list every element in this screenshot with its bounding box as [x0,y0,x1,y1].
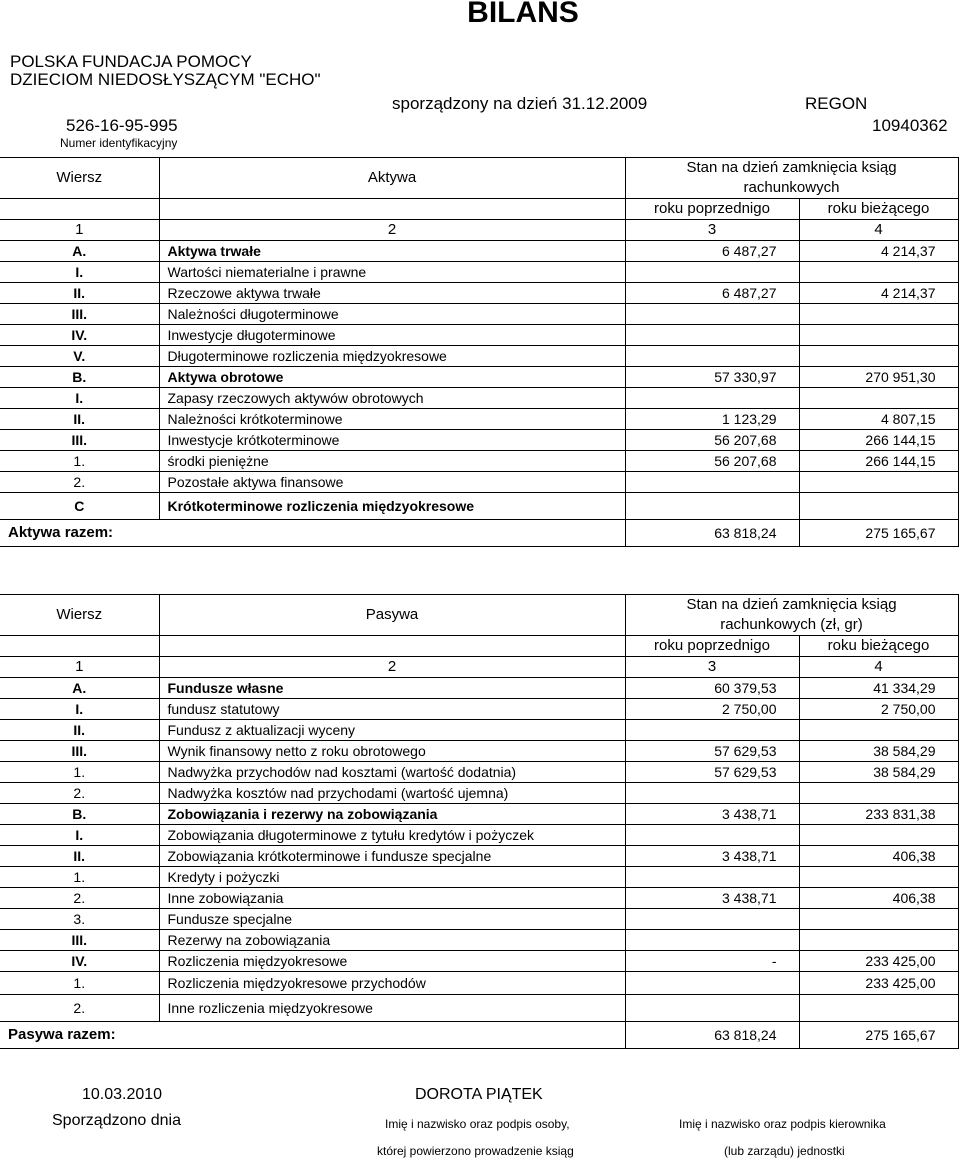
row-code: 2. [0,783,159,804]
row-curr-value [799,909,958,930]
table-row [0,430,958,451]
row-code: III. [0,741,159,762]
row-code: 1. [0,867,159,888]
table-row [0,409,958,430]
assets-total-prev: 63 818,24 [625,520,799,547]
row-name: Rozliczenia międzyokresowe przychodów [159,972,625,995]
assets-header-name: Aktywa [159,158,625,199]
row-name: Kredyty i pożyczki [159,867,625,888]
row-name: Inne rozliczenia międzyokresowe [159,995,625,1022]
row-code: 2. [0,995,159,1022]
table-row [0,951,958,972]
row-prev-value: 3 438,71 [625,888,799,909]
row-prev-value [625,720,799,741]
row-prev-value: 56 207,68 [625,430,799,451]
liab-header-row: Wiersz [0,595,159,636]
row-code: 1. [0,972,159,995]
row-curr-value [799,783,958,804]
row-prev-value [625,995,799,1022]
row-name: Rezerwy na zobowiązania [159,930,625,951]
row-prev-value [625,262,799,283]
assets-total-curr: 275 165,67 [799,520,958,547]
assets-header-row: Wiersz [0,158,159,199]
row-prev-value: - [625,951,799,972]
row-name: Fundusze specjalne [159,909,625,930]
row-prev-value: 60 379,53 [625,678,799,699]
row-prev-value [625,346,799,367]
row-prev-value [625,783,799,804]
row-code: III. [0,304,159,325]
row-curr-value: 406,38 [799,846,958,867]
assets-table [0,157,959,547]
liab-header-state-1: Stan na dzień zamknięcia ksiąg [625,595,958,616]
table-row [0,325,958,346]
nip-label: Numer identyfikacyjny [60,136,178,150]
row-code: 1. [0,451,159,472]
row-curr-value [799,472,958,493]
assets-colnum-2: 2 [159,220,625,241]
table-row [0,451,958,472]
row-code: I. [0,699,159,720]
sign-date: 10.03.2010 [82,1086,163,1103]
row-code: I. [0,262,159,283]
row-name: Fundusz z aktualizacji wyceny [159,720,625,741]
row-name: Wartości niematerialne i prawne [159,262,625,283]
nip-value: 526-16-95-995 [66,116,178,135]
liab-total-label: Pasywa razem: [0,1022,625,1049]
row-prev-value [625,867,799,888]
assets-colnum-4: 4 [799,220,958,241]
liab-header-prev: roku poprzednigo [625,636,799,657]
table-row [0,346,958,367]
row-name: Inwestycje krótkoterminowe [159,430,625,451]
assets-header-curr: roku bieżącego [799,199,958,220]
row-curr-value [799,325,958,346]
row-curr-value: 233 425,00 [799,951,958,972]
row-name: Nadwyżka przychodów nad kosztami (wartość dodatnia) [159,762,625,783]
row-curr-value: 38 584,29 [799,762,958,783]
table-row [0,720,958,741]
table-row [0,972,958,995]
table-row [0,699,958,720]
row-prev-value: 6 487,27 [625,241,799,262]
sign-date-label: Sporządzono dnia [52,1112,181,1129]
table-row [0,241,958,262]
row-name: Rzeczowe aktywa trwałe [159,283,625,304]
org-name-line1: POLSKA FUNDACJA POMOCY [10,52,252,71]
table-row [0,846,958,867]
table-row [0,909,958,930]
row-name: Inne zobowiązania [159,888,625,909]
table-row [0,493,958,520]
row-name: Wynik finansowy netto z roku obrotowego [159,741,625,762]
row-curr-value: 266 144,15 [799,430,958,451]
row-name: Zobowiązania i rezerwy na zobowiązania [159,804,625,825]
row-code: A. [0,678,159,699]
row-name: Aktywa trwałe [159,241,625,262]
liab-header-name: Pasywa [159,595,625,636]
row-curr-value: 233 831,38 [799,804,958,825]
row-code: IV. [0,325,159,346]
liab-colnum-1: 1 [0,657,159,678]
liab-total-prev: 63 818,24 [625,1022,799,1049]
row-curr-value: 266 144,15 [799,451,958,472]
row-prev-value [625,825,799,846]
row-name: Pozostałe aktywa finansowe [159,472,625,493]
row-name: Krótkoterminowe rozliczenia międzyokresowe [159,493,625,520]
row-name: Rozliczenia międzyokresowe [159,951,625,972]
row-name: Fundusze własne [159,678,625,699]
row-prev-value: 56 207,68 [625,451,799,472]
row-prev-value: 6 487,27 [625,283,799,304]
regon-label: REGON [805,94,868,113]
row-curr-value: 406,38 [799,888,958,909]
table-row [0,867,958,888]
table-row [0,741,958,762]
table-row [0,995,958,1022]
row-prev-value: 3 438,71 [625,804,799,825]
table-row [0,388,958,409]
row-curr-value [799,388,958,409]
liab-total-curr: 275 165,67 [799,1022,958,1049]
row-curr-value [799,995,958,1022]
row-code: C [0,493,159,520]
row-prev-value: 3 438,71 [625,846,799,867]
row-name: Zobowiązania długoterminowe z tytułu kredytów i pożyczek [159,825,625,846]
row-code: I. [0,388,159,409]
prepared-date: sporządzony na dzień 31.12.2009 [392,94,648,113]
row-curr-value: 233 425,00 [799,972,958,995]
row-curr-value [799,346,958,367]
row-name: Zobowiązania krótkoterminowe i fundusze specjalne [159,846,625,867]
row-name: fundusz statutowy [159,699,625,720]
table-row [0,762,958,783]
table-row [0,678,958,699]
manager-label-2: (lub zarządu) jednostki [724,1144,845,1158]
row-curr-value [799,930,958,951]
table-row [0,367,958,388]
table-row [0,888,958,909]
liab-colnum-3: 3 [625,657,799,678]
row-prev-value: 2 750,00 [625,699,799,720]
row-code: II. [0,846,159,867]
row-name: Inwestycje długoterminowe [159,325,625,346]
table-row [0,283,958,304]
row-prev-value [625,472,799,493]
row-code: IV. [0,951,159,972]
row-curr-value: 41 334,29 [799,678,958,699]
document-title: BILANS [467,0,579,29]
assets-colnum-1: 1 [0,220,159,241]
assets-header-state-1: Stan na dzień zamknięcia ksiąg [625,158,958,179]
row-curr-value: 4 214,37 [799,241,958,262]
preparer-label-2: której powierzono prowadzenie ksiąg [377,1144,574,1158]
row-curr-value [799,720,958,741]
liab-colnum-2: 2 [159,657,625,678]
row-name: Należności długoterminowe [159,304,625,325]
table-row [0,783,958,804]
liabilities-table [0,594,959,1049]
row-curr-value [799,493,958,520]
table-row [0,262,958,283]
row-prev-value [625,493,799,520]
manager-label-1: Imię i nazwisko oraz podpis kierownika [679,1117,886,1131]
row-code: II. [0,283,159,304]
row-prev-value: 57 629,53 [625,762,799,783]
row-code: I. [0,825,159,846]
row-prev-value [625,972,799,995]
row-prev-value: 57 330,97 [625,367,799,388]
liab-colnum-4: 4 [799,657,958,678]
table-row [0,825,958,846]
row-prev-value [625,304,799,325]
row-prev-value: 57 629,53 [625,741,799,762]
row-code: V. [0,346,159,367]
row-curr-value [799,304,958,325]
assets-header-state-2: rachunkowych [625,178,958,199]
row-code: B. [0,367,159,388]
liab-header-curr: roku bieżącego [799,636,958,657]
row-prev-value [625,930,799,951]
row-curr-value: 4 807,15 [799,409,958,430]
row-prev-value [625,388,799,409]
row-curr-value [799,825,958,846]
table-row [0,930,958,951]
row-curr-value: 4 214,37 [799,283,958,304]
liab-header-state-2: rachunkowych (zł, gr) [625,615,958,636]
row-code: 1. [0,762,159,783]
row-prev-value: 1 123,29 [625,409,799,430]
assets-colnum-3: 3 [625,220,799,241]
row-code: 2. [0,888,159,909]
regon-value: 10940362 [872,116,948,135]
row-name: Długoterminowe rozliczenia międzyokresowe [159,346,625,367]
table-row [0,804,958,825]
row-code: II. [0,409,159,430]
row-name: środki pieniężne [159,451,625,472]
row-name: Aktywa obrotowe [159,367,625,388]
row-curr-value: 38 584,29 [799,741,958,762]
row-code: II. [0,720,159,741]
row-name: Należności krótkoterminowe [159,409,625,430]
row-curr-value: 2 750,00 [799,699,958,720]
table-row [0,472,958,493]
table-row [0,304,958,325]
row-name: Zapasy rzeczowych aktywów obrotowych [159,388,625,409]
row-prev-value [625,325,799,346]
row-code: III. [0,430,159,451]
org-name-line2: DZIECIOM NIEDOSŁYSZĄCYM "ECHO" [10,70,321,89]
row-code: 2. [0,472,159,493]
assets-total-label: Aktywa razem: [0,520,625,547]
row-curr-value [799,867,958,888]
preparer-name: DOROTA PIĄTEK [415,1086,543,1103]
preparer-label-1: Imię i nazwisko oraz podpis osoby, [385,1117,570,1131]
row-code: III. [0,930,159,951]
row-prev-value [625,909,799,930]
row-code: 3. [0,909,159,930]
assets-header-prev: roku poprzednigo [625,199,799,220]
row-name: Nadwyżka kosztów nad przychodami (wartość ujemna) [159,783,625,804]
row-curr-value [799,262,958,283]
row-code: A. [0,241,159,262]
row-code: B. [0,804,159,825]
row-curr-value: 270 951,30 [799,367,958,388]
